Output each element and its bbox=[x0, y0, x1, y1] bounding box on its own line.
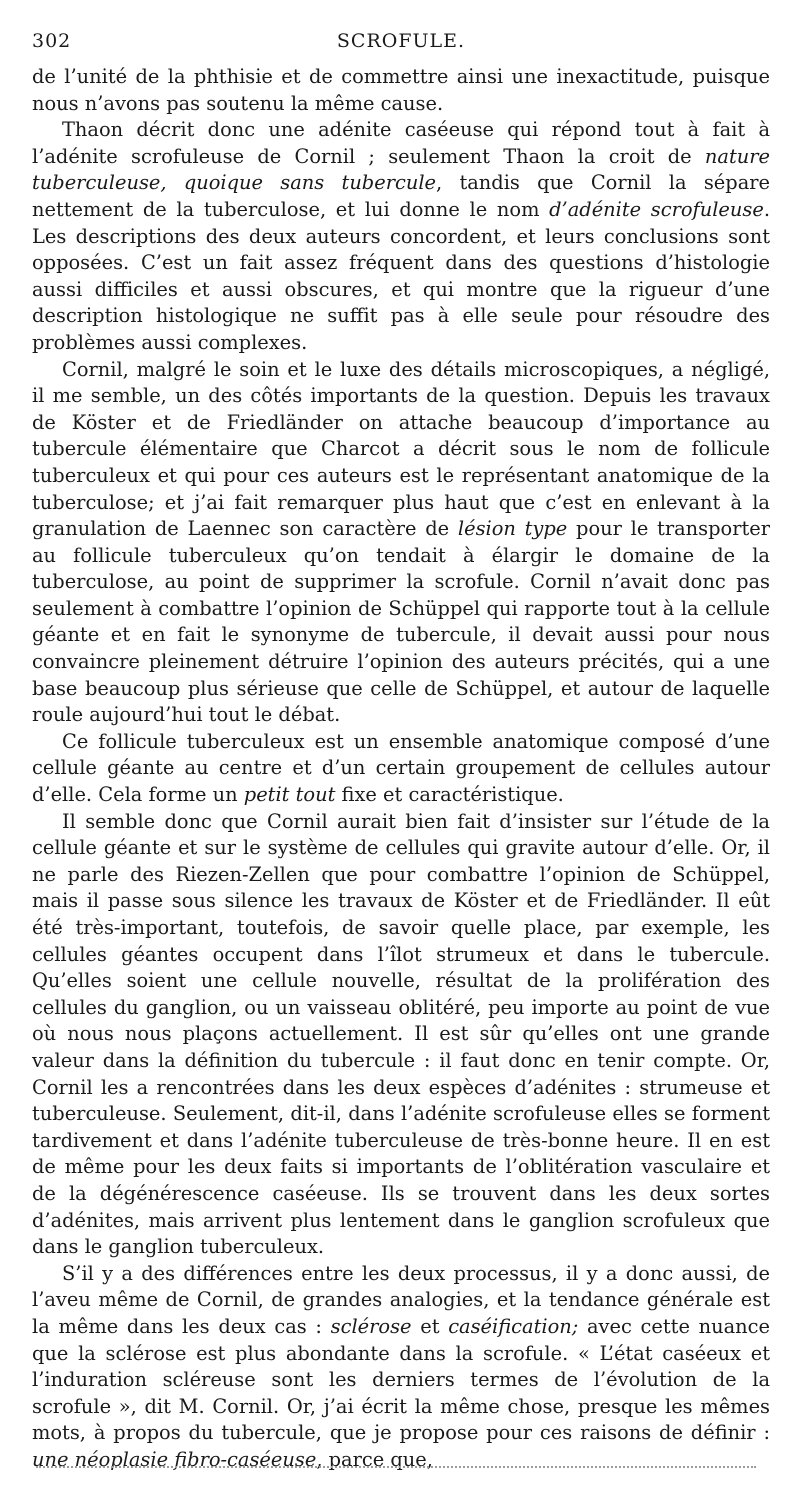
paragraph bbox=[32, 117, 770, 356]
body-text bbox=[32, 64, 770, 1473]
paragraph bbox=[32, 809, 770, 1261]
text-run: Ce follicule tuberculeux est un ensemble anatomique composé d’une cellule géante au centre et d’un certain groupement de cellules autour d’elle. Cela forme un bbox=[32, 729, 770, 807]
italic-text: d’adénite scrofuleuse bbox=[549, 197, 764, 221]
text-run: Il semble donc que Cornil aurait bien fait d’insister sur l’étude de la cellule géante et sur le système de cellules qui gravite autour d’elle. Or, il ne parle des Riezen-Zellen que pour combattre l’opinion de Schüppel, mais il passe sous silence les travaux de Köster et de Friedländer. Il eût été très-important, toutefois, de savoir quelle place, par exemple, les cellules géantes occupent dans l’îlot strumeux et dans le tubercule. Qu’elles soient une cellule nouvelle, résultat de la prolifération des cellules du ganglion, ou un vaisseau oblitéré, peu importe au point de vue où nous nous plaçons actuellement. Il est sûr qu’elles ont une grande valeur dans la définition du tubercule : il faut donc en tenir compte. Or, Cornil les a rencontrées dans les deux espèces d’adénites : strumeuse et tuberculeuse. Seulement, dit-il, dans l’adénite scrofuleuse elles se forment tardivement et dans l’adénite tuberculeuse de très-bonne heure. Il en est de même pour les deux faits si importants de l’oblitération vasculaire et de la dégénérescence caséeuse. Ils se trouvent dans les deux sortes d’adénites, mais arrivent plus lentement dans le ganglion scrofuleux que dans le ganglion tuberculeux. bbox=[32, 809, 770, 1259]
bottom-rule bbox=[36, 1466, 756, 1468]
paragraph bbox=[32, 357, 770, 729]
paragraph bbox=[32, 64, 770, 117]
text-run: , parce que, bbox=[316, 1447, 433, 1471]
text-run: Cornil, malgré le soin et le luxe des détails microscopiques, a négligé, il me semble, un des côtés importants de la question. Depuis les travaux de Köster et de Friedländer on attache beaucoup d’importance au tubercule élémentaire que Charcot a décrit sous le nom de follicule tuberculeux et qui pour ces auteurs est le représentant anatomique de la tuberculose; et j’ai fait remarquer plus haut que c’est en enlevant à la granulation de Laennec son caractère de bbox=[32, 357, 770, 541]
running-title: SCROFULE. bbox=[336, 30, 466, 52]
text-run: pour le transporter au follicule tuberculeux qu’on tendait à élargir le domaine de la tuberculose, au point de supprimer la scrofule. Cornil n’avait donc pas seulement à combattre l’opinion de Schüppel qui rapporte tout à la cellule géante et en fait le synonyme de tubercule, il devait aussi pour nous convaincre pleinement détruire l’opinion des auteurs précités, qui a une base beaucoup plus sérieuse que celle de Schüppel, et autour de laquelle roule aujourd’hui tout le débat. bbox=[32, 517, 771, 727]
italic-text: nature tuberculeuse, quoique sans tubercule bbox=[32, 144, 770, 195]
italic-text: sclérose bbox=[330, 1314, 412, 1338]
page-number: 302 bbox=[32, 30, 72, 52]
text-run: . Les descriptions des deux auteurs concordent, et leurs conclusions sont opposées. C’est un fait assez fréquent dans des questions d’histologie aussi difficiles et aussi obscures, et qui montre que la rigueur d’une description histologique ne suffit pas à elle seule pour résoudre des problèmes aussi complexes. bbox=[32, 197, 770, 354]
text-run: fixe et caractéristique. bbox=[335, 783, 564, 807]
text-run: avec cette nuance que la sclérose est plus abondante dans la scrofule. « L’état caséeux et l’induration scléreuse sont les derniers termes de l’évolution de la scrofule », dit M. Cornil. Or, j’ai écrit la même chose, presque les mêmes mots, à propos du tubercule, que je propose pour ces raisons de définir : bbox=[32, 1314, 770, 1445]
italic-text: lésion type bbox=[457, 517, 568, 541]
text-run: de l’unité de la phthisie et de commettre ainsi une inexactitude, puisque nous n’avons pas soutenu la même cause. bbox=[32, 65, 770, 115]
italic-text: une néoplasie fibro-caséeuse bbox=[32, 1447, 317, 1471]
italic-text: petit tout bbox=[243, 783, 336, 807]
text-run: et bbox=[411, 1314, 449, 1338]
page-header bbox=[32, 30, 770, 60]
paragraph bbox=[32, 1261, 770, 1474]
paragraph bbox=[32, 729, 770, 809]
text-run: , tandis que Cornil la sépare nettement de la tuberculose, et lui donne le nom bbox=[32, 171, 770, 221]
italic-text: caséification; bbox=[448, 1314, 579, 1338]
text-run: Thaon décrit donc une adénite caséeuse qui répond tout à fait à l’adénite scrofuleuse de Cornil ; seulement Thaon la croit de bbox=[32, 118, 770, 168]
text-run: S’il y a des différences entre les deux processus, il y a donc aussi, de l’aveu même de Cornil, de grandes analogies, et la tendance générale est la même dans les deux cas : bbox=[32, 1261, 770, 1338]
